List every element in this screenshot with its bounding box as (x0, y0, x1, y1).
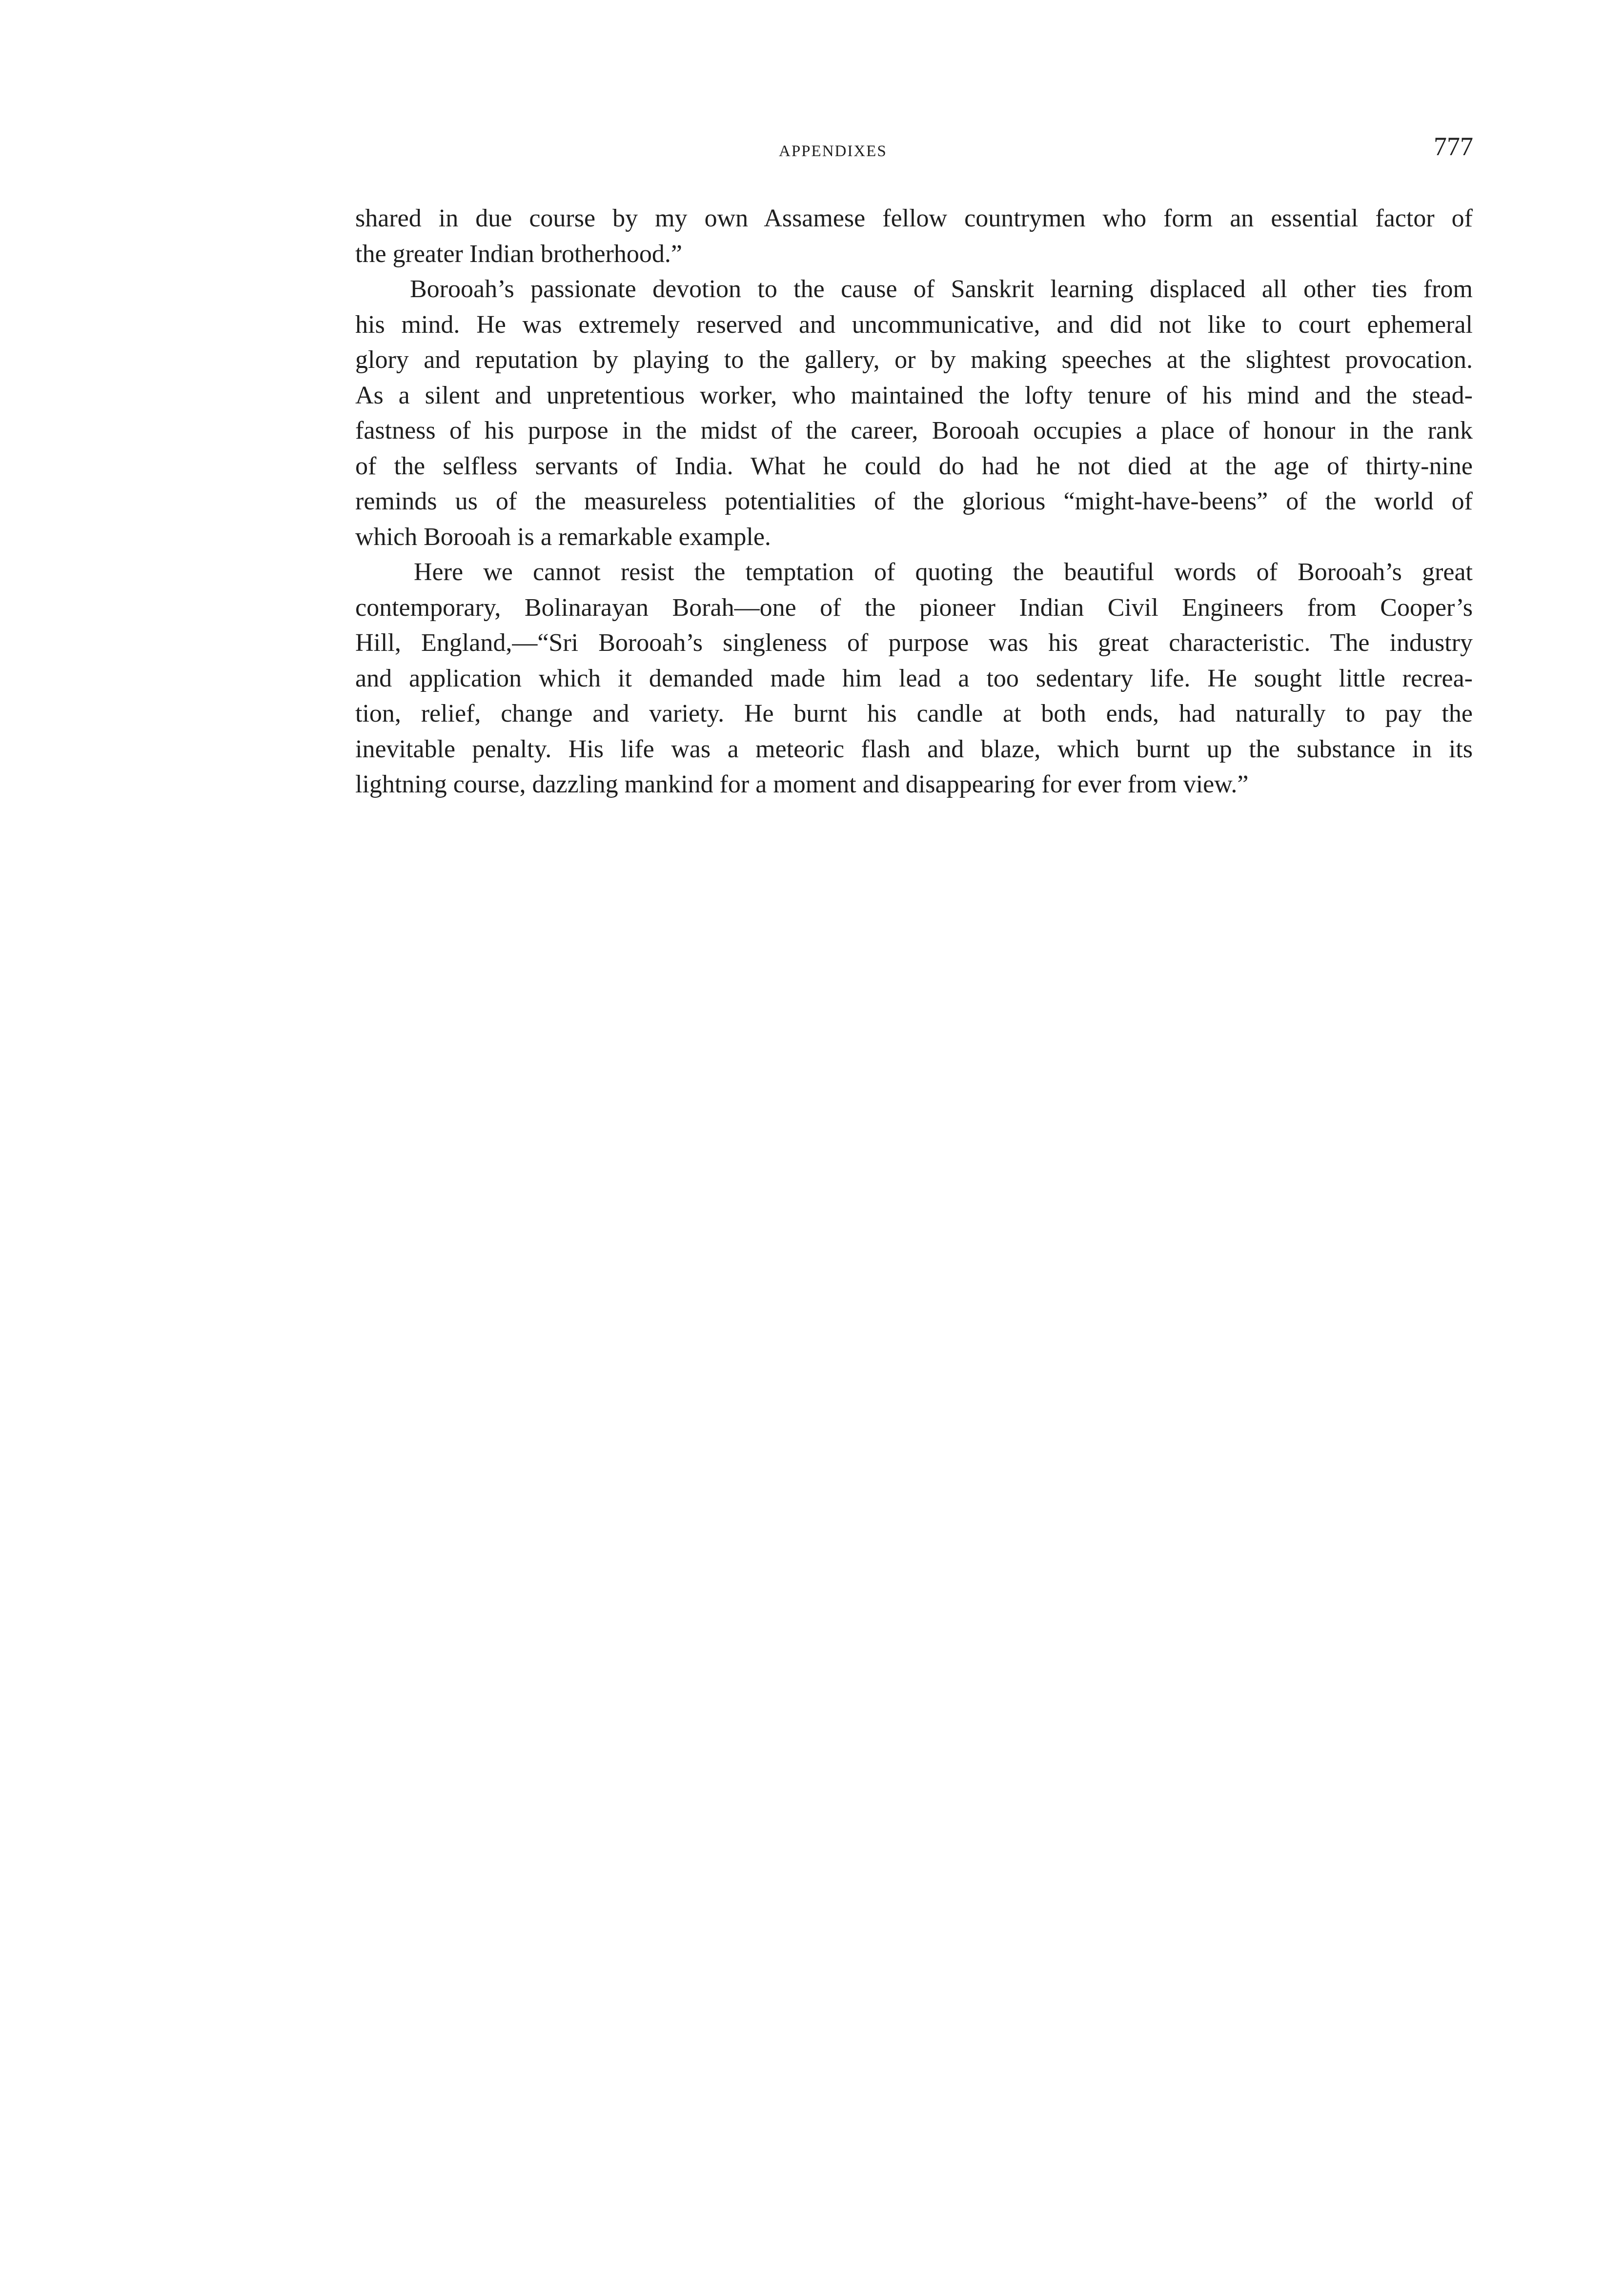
text-line: inevitable penalty. His life was a meteoric flash and blaze, which burnt up the substance in its (355, 735, 1473, 763)
text-line: Hill, England,—“Sri Borooah’s singleness of purpose was his great characteristic. The industry (355, 629, 1473, 657)
page-number: 777 (1434, 132, 1473, 161)
text-line: which Borooah is a remarkable example. (355, 523, 771, 551)
paragraph-devotion (355, 272, 1473, 555)
text-line: reminds us of the measureless potentialities of the glorious “might-have-beens” of the world of (355, 487, 1473, 515)
text-line: tion, relief, change and variety. He burnt his candle at both ends, had naturally to pay the (355, 700, 1473, 727)
text-line: his mind. He was extremely reserved and uncommunicative, and did not like to court ephemeral (355, 310, 1473, 339)
running-head: APPENDIXES (779, 142, 887, 160)
text-line: the greater Indian brotherhood.” (355, 240, 682, 268)
text-line: As a silent and unpretentious worker, who maintained the lofty tenure of his mind and the stead- (355, 381, 1473, 409)
text-line: of the selfless servants of India. What he could do had he not died at the age of thirty-nine (355, 452, 1473, 480)
text-line: shared in due course by my own Assamese fellow countrymen who form an essential factor of (355, 204, 1473, 232)
paragraph-continuation (355, 201, 1473, 272)
text-line: lightning course, dazzling mankind for a moment and disappearing for ever from view.” (355, 770, 1249, 798)
body-text (355, 201, 1473, 803)
text-line: fastness of his purpose in the midst of the career, Borooah occupies a place of honour in the rank (355, 417, 1473, 444)
text-line: and application which it demanded made him lead a too sedentary life. He sought little recrea- (355, 664, 1473, 692)
paragraph-quotation (355, 555, 1473, 803)
text-line: contemporary, Bolinarayan Borah—one of the pioneer Indian Civil Engineers from Cooper’s (355, 593, 1473, 622)
text-line: Borooah’s passionate devotion to the cause of Sanskrit learning displaced all other ties from (410, 275, 1473, 303)
text-line: Here we cannot resist the temptation of quoting the beautiful words of Borooah’s great (414, 558, 1473, 586)
text-line: glory and reputation by playing to the gallery, or by making speeches at the slightest provocation. (355, 346, 1473, 374)
